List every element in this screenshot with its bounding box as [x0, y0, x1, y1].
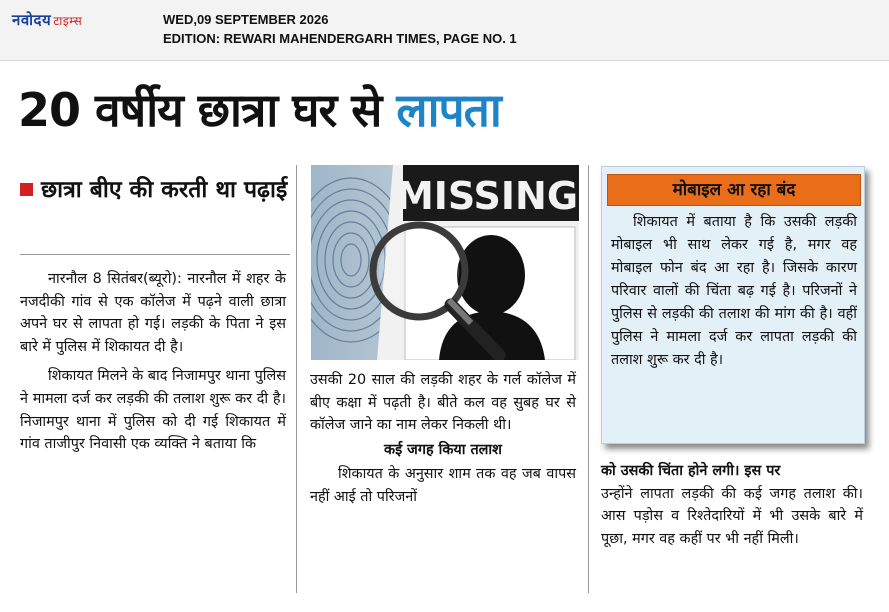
logo-sub-text: टाइम्स — [53, 14, 83, 28]
mobile-switched-off-box — [601, 166, 865, 444]
box-title: मोबाइल आ रहा बंद — [607, 174, 861, 206]
red-square-bullet-icon — [20, 183, 33, 196]
col2-paragraph-2: शिकायत के अनुसार शाम तक वह जब वापस नहीं आई तो परिजनों — [310, 466, 576, 505]
col1-paragraph-2: शिकायत मिलने के बाद निजामपुर थाना पुलिस ने मामला दर्ज कर लड़की की तलाश शुरू कर दी है। निजामपुर थाना में पुलिस को दी गई शिकायत में गांव ताजीपुर निवासी एक व्यक्ति ने बताया कि — [20, 368, 286, 453]
edition-label: EDITION: REWARI MAHENDERGARH TIMES, PAGE NO. 1 — [163, 31, 517, 46]
newspaper-logo — [12, 10, 82, 30]
article-headline — [18, 78, 878, 140]
issue-date: WED,09 SEPTEMBER 2026 — [163, 12, 329, 27]
box-text — [611, 211, 857, 372]
logo-main-text: नवोदय — [12, 11, 52, 29]
col3-bold-line: को उसकी चिंता होने लगी। इस पर — [601, 463, 781, 479]
article-column-2 — [310, 369, 576, 509]
box-paragraph: शिकायत में बताया है कि उसकी लड़की मोबाइल भी साथ लेकर गई है, मगर वह मोबाइल फोन बंद आ रहा है। जिसके कारण परिवार वालों की चिंता बढ़ गई है। परिजनों ने पुलिस से लड़की की तलाश की मांग की है। वहीं पुलिस ने मामला दर्ज कर लापता लड़की की तलाश शुरू कर दी है। — [611, 214, 857, 368]
page-header — [0, 0, 889, 61]
subheadline-text: छात्रा बीए की करती था पढ़ाई — [41, 177, 288, 203]
article-subheadline — [20, 174, 290, 206]
column-divider-left — [296, 165, 297, 593]
edition-info — [163, 10, 517, 48]
missing-sign-text: MISSING — [395, 174, 579, 218]
col1-paragraph-1: नारनौल 8 सितंबर(ब्यूरो): नारनौल में शहर के नजदीकी गांव से एक कॉलेज में पढ़ने वाली छात्रा अपने घर से लापता हो गई। लड़की के पिता ने इस बारे में पुलिस में शिकायत दी है। — [20, 271, 286, 355]
missing-person-photo — [311, 165, 579, 360]
subheadline-divider — [20, 254, 290, 255]
headline-highlight: लापता — [396, 83, 501, 137]
col2-paragraph-1: उसकी 20 साल की लड़की शहर के गर्ल कॉलेज में बीए कक्षा में पढ़ती है। बीते कल वह सुबह घर से कॉलेज जाने का नाम लेकर निकली थी। — [310, 372, 576, 434]
article-column-1 — [20, 268, 286, 456]
article-column-3 — [601, 460, 863, 550]
missing-poster-illustration — [311, 165, 579, 360]
col2-subheading: कई जगह किया तलाश — [384, 441, 502, 458]
col3-paragraph: उन्होंने लापता लड़की की कई जगह तलाश की। आस पड़ोस व रिश्तेदारियों में भी उसके बारे में पूछा, मगर वह कहीं पर भी नहीं मिली। — [601, 485, 863, 547]
column-divider-right — [588, 165, 589, 593]
headline-main: 20 वर्षीय छात्रा घर से — [18, 83, 382, 137]
